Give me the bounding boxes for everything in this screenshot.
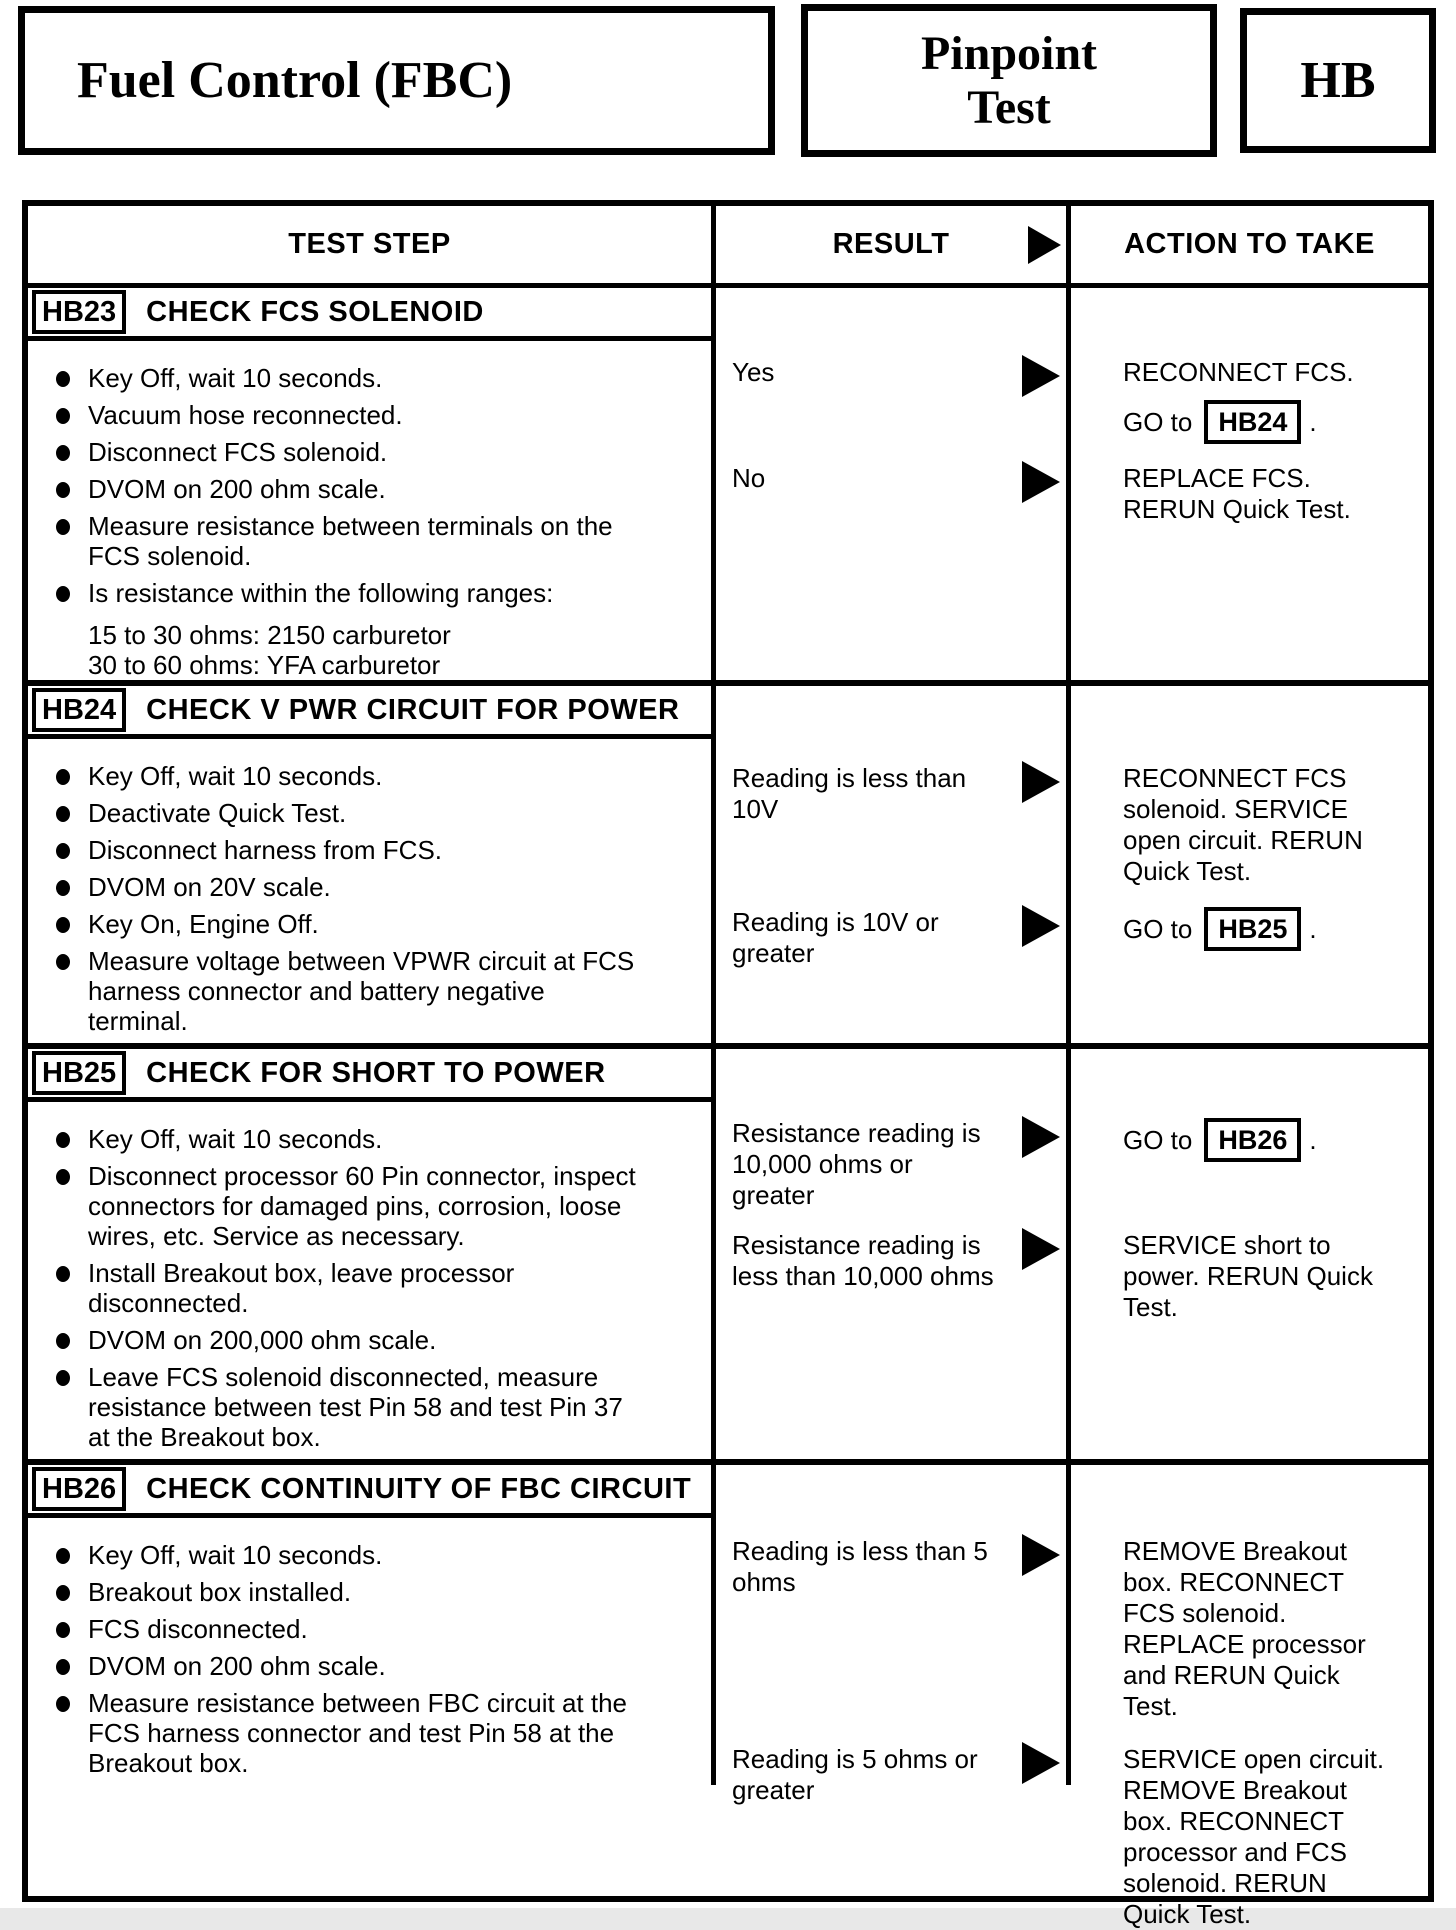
go-to-step-badge: HB25 xyxy=(1204,907,1301,951)
test-step-item: Install Breakout box, leave processor disconnected. xyxy=(56,1258,701,1318)
step-code-badge: HB24 xyxy=(32,688,126,732)
action-entry: GO to HB25 . xyxy=(1123,907,1420,951)
col-header-action: ACTION TO TAKE xyxy=(1124,228,1375,260)
result-entry: No xyxy=(732,463,1060,494)
action-cell xyxy=(1071,341,1428,680)
action-entry: RECONNECT FCS solenoid. SERVICE open circuit. RERUN Quick Test. xyxy=(1123,763,1363,886)
section-code: HB xyxy=(1300,52,1376,109)
pinpoint-test-table xyxy=(22,200,1434,1929)
section-body xyxy=(28,739,1428,1043)
go-to-step-badge: HB24 xyxy=(1204,400,1301,444)
section-body xyxy=(28,1518,1428,1929)
test-step-section-hb26 xyxy=(28,1459,1428,1929)
result-arrow-icon xyxy=(1022,355,1060,397)
test-step-item: DVOM on 20V scale. xyxy=(56,872,701,902)
resistance-ranges: 15 to 30 ohms: 2150 carburetor 30 to 60 ohms: YFA carburetor xyxy=(88,620,451,680)
result-arrow-icon xyxy=(1022,461,1060,503)
step-title: CHECK CONTINUITY OF FBC CIRCUIT xyxy=(146,1472,692,1505)
bullet-icon xyxy=(56,880,70,896)
bullet-icon xyxy=(56,1266,70,1282)
bullet-icon xyxy=(56,1333,70,1349)
test-step-item: Key Off, wait 10 seconds. xyxy=(56,363,701,393)
section-code-box xyxy=(1240,8,1436,153)
step-code-badge: HB26 xyxy=(32,1467,126,1511)
bullet-icon xyxy=(56,1132,70,1148)
test-step-item: Breakout box installed. xyxy=(56,1577,701,1607)
bullet-icon xyxy=(56,954,70,970)
bullet-icon xyxy=(56,371,70,387)
result-entry: Reading is less than 10V xyxy=(732,763,1060,825)
test-step-item: Disconnect FCS solenoid. xyxy=(56,437,701,467)
test-step-item: Key Off, wait 10 seconds. xyxy=(56,1540,701,1570)
go-to-step-badge: HB26 xyxy=(1204,1118,1301,1162)
system-title-box xyxy=(18,6,775,155)
test-step-cell xyxy=(28,739,716,1043)
action-cell xyxy=(1071,739,1428,1043)
test-step-cell xyxy=(28,1102,716,1459)
result-arrow-icon xyxy=(1022,761,1060,803)
bullet-icon xyxy=(56,1622,70,1638)
doc-type-line2: Test xyxy=(967,80,1051,134)
test-step-item: Disconnect processor 60 Pin connector, inspect connectors for damaged pins, corrosion, loose wires, etc. Service as necessary. xyxy=(56,1161,701,1251)
bullet-icon xyxy=(56,843,70,859)
result-entry: Resistance reading is less than 10,000 ohms xyxy=(732,1230,1060,1292)
test-step-section-hb25 xyxy=(28,1043,1428,1459)
action-entry: SERVICE short to power. RERUN Quick Test. xyxy=(1123,1230,1373,1322)
bullet-icon xyxy=(56,1585,70,1601)
doc-type-line1: Pinpoint xyxy=(920,26,1098,80)
result-entry: Reading is 10V or greater xyxy=(732,907,1060,969)
step-title: CHECK FOR SHORT TO POWER xyxy=(146,1056,606,1089)
bullet-icon xyxy=(56,917,70,933)
result-entry: Reading is 5 ohms or greater xyxy=(732,1744,1060,1806)
step-code-badge: HB25 xyxy=(32,1051,126,1095)
action-entry: REPLACE FCS. RERUN Quick Test. xyxy=(1123,463,1351,524)
bullet-icon xyxy=(56,408,70,424)
test-step-item: Measure resistance between terminals on the FCS solenoid. xyxy=(56,511,701,571)
test-step-item: DVOM on 200,000 ohm scale. xyxy=(56,1325,701,1355)
test-step-section-hb23 xyxy=(28,288,1428,680)
col-header-test-step: TEST STEP xyxy=(28,206,716,283)
action-entry: SERVICE open circuit. REMOVE Breakout box. RECONNECT processor and FCS solenoid. RERUN Quick Test. xyxy=(1123,1744,1385,1929)
result-cell xyxy=(716,341,1071,680)
bullet-icon xyxy=(56,806,70,822)
result-cell xyxy=(716,739,1071,1043)
section-header xyxy=(28,1049,1428,1102)
result-arrow-icon xyxy=(1022,1534,1060,1576)
result-entry: Resistance reading is 10,000 ohms or greater xyxy=(732,1118,1060,1211)
section-body xyxy=(28,1102,1428,1459)
bullet-icon xyxy=(56,1370,70,1386)
bullet-icon xyxy=(56,519,70,535)
section-body xyxy=(28,341,1428,680)
test-step-item: Key On, Engine Off. xyxy=(56,909,701,939)
bullet-icon xyxy=(56,1548,70,1564)
test-step-section-hb24 xyxy=(28,680,1428,1043)
test-step-item: DVOM on 200 ohm scale. xyxy=(56,1651,701,1681)
result-cell xyxy=(716,1518,1071,1805)
step-code-badge: HB23 xyxy=(32,290,126,334)
result-arrow-icon xyxy=(1028,226,1061,264)
result-arrow-icon xyxy=(1022,905,1060,947)
test-step-item: Deactivate Quick Test. xyxy=(56,798,701,828)
test-step-item: FCS disconnected. xyxy=(56,1614,701,1644)
action-entry: REMOVE Breakout box. RECONNECT FCS solenoid. REPLACE processor and RERUN Quick Test. xyxy=(1123,1536,1366,1721)
test-step-cell xyxy=(28,1518,716,1785)
test-step-item: Is resistance within the following ranges: xyxy=(56,578,701,608)
action-cell xyxy=(1071,1518,1428,1929)
test-step-item: Disconnect harness from FCS. xyxy=(56,835,701,865)
result-arrow-icon xyxy=(1022,1742,1060,1784)
result-cell xyxy=(716,1102,1071,1459)
test-step-item: Measure voltage between VPWR circuit at FCS harness connector and battery negative terminal. xyxy=(56,946,701,1036)
system-title: Fuel Control (FBC) xyxy=(77,52,513,109)
action-entry: GO to HB26 . xyxy=(1123,1118,1420,1162)
test-step-item: Key Off, wait 10 seconds. xyxy=(56,1124,701,1154)
col-header-result: RESULT xyxy=(716,206,1071,283)
section-header xyxy=(28,686,1428,739)
bullet-icon xyxy=(56,482,70,498)
table-header-row xyxy=(28,206,1428,288)
bullet-icon xyxy=(56,1696,70,1712)
bullet-icon xyxy=(56,769,70,785)
test-step-cell xyxy=(28,341,716,680)
section-header xyxy=(28,1465,1428,1518)
test-step-item: Measure resistance between FBC circuit at the FCS harness connector and test Pin 58 at the Breakout box. xyxy=(56,1688,701,1778)
test-step-item: DVOM on 200 ohm scale. xyxy=(56,474,701,504)
step-title: CHECK FCS SOLENOID xyxy=(146,295,484,328)
test-step-item: Vacuum hose reconnected. xyxy=(56,400,701,430)
result-arrow-icon xyxy=(1022,1116,1060,1158)
result-entry: Yes xyxy=(732,357,1060,388)
action-cell xyxy=(1071,1102,1428,1459)
bullet-icon xyxy=(56,445,70,461)
result-arrow-icon xyxy=(1022,1228,1060,1270)
test-step-item: Leave FCS solenoid disconnected, measure resistance between test Pin 58 and test Pin 37 at the Breakout box. xyxy=(56,1362,701,1452)
step-title: CHECK V PWR CIRCUIT FOR POWER xyxy=(146,693,680,726)
bullet-icon xyxy=(56,586,70,602)
test-step-item: Key Off, wait 10 seconds. xyxy=(56,761,701,791)
result-entry: Reading is less than 5 ohms xyxy=(732,1536,1060,1598)
bullet-icon xyxy=(56,1169,70,1185)
action-entry: RECONNECT FCS. GO to HB24 . xyxy=(1123,357,1420,444)
section-header xyxy=(28,288,1428,341)
bullet-icon xyxy=(56,1659,70,1675)
doc-type-box xyxy=(801,4,1217,157)
